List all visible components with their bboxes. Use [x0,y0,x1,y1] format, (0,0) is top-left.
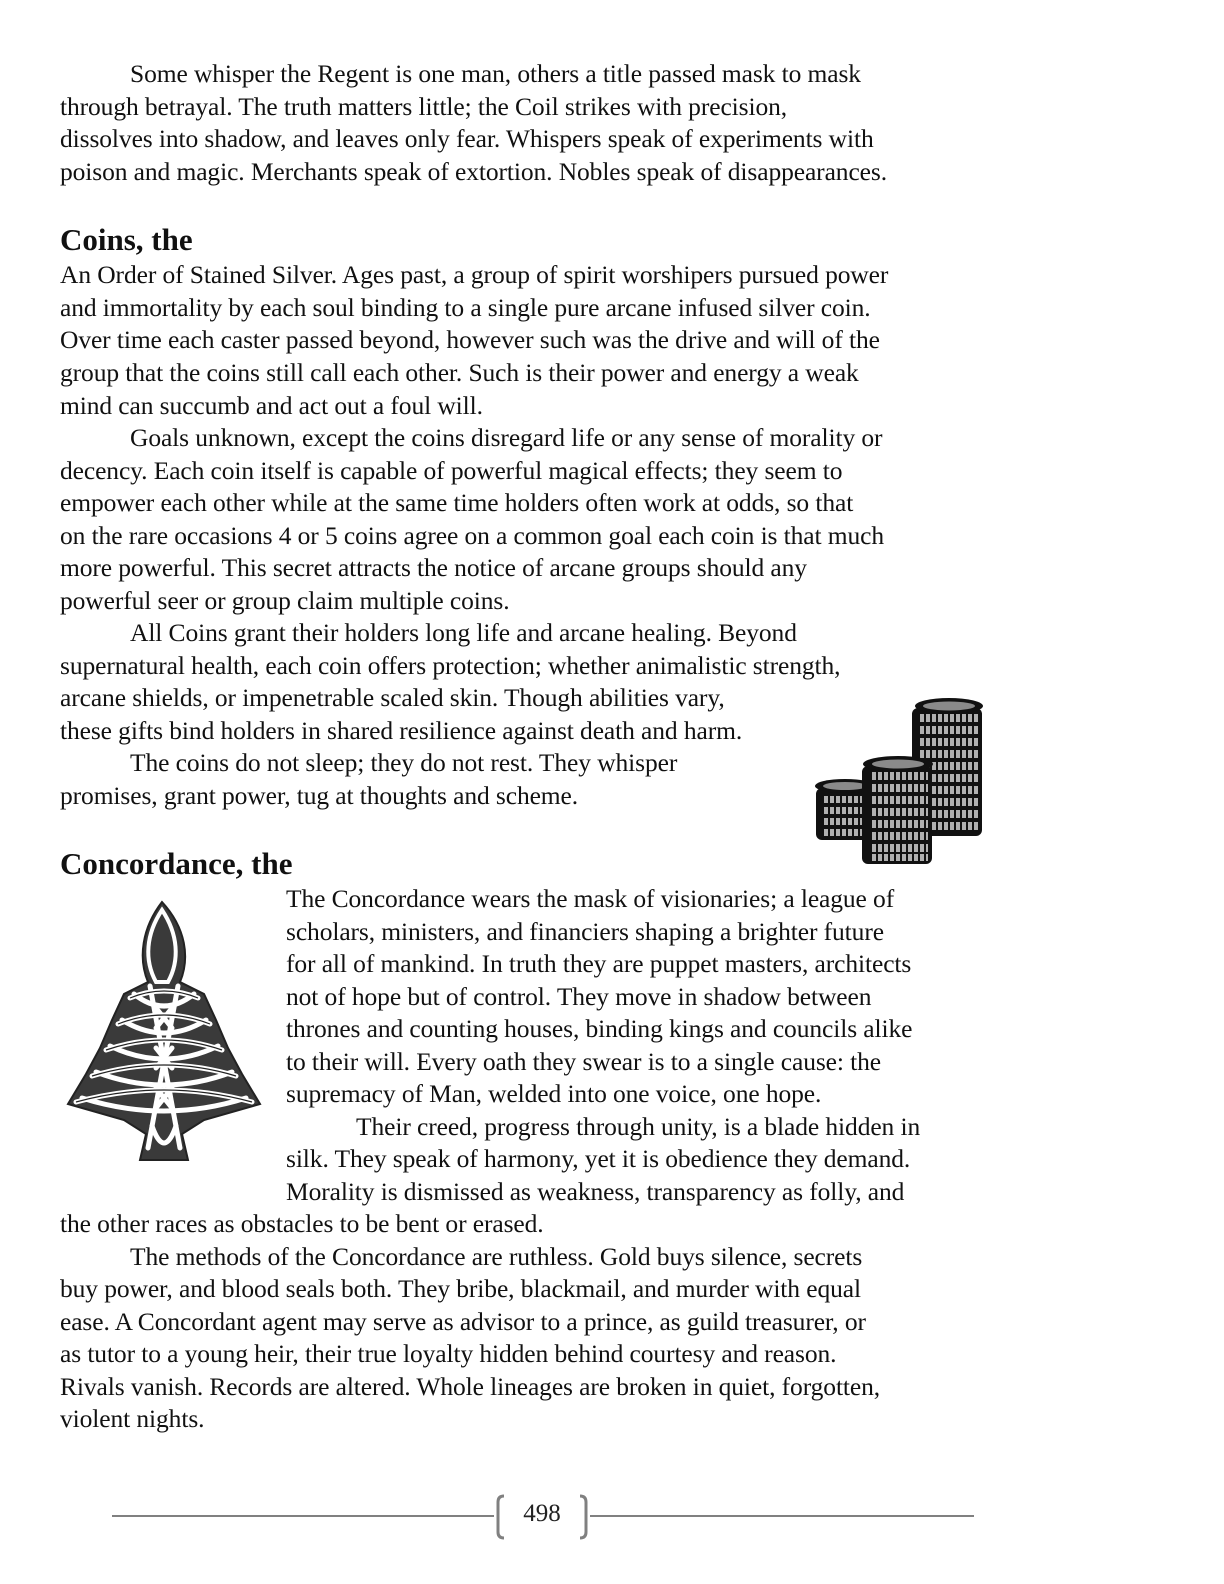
text-line: mind can succumb and act out a foul will. [60,391,483,420]
text-line: Goals unknown, except the coins disregard life or any sense of morality or [130,423,883,452]
text-line: the other races as obstacles to be bent or erased. [60,1209,544,1238]
text-line: to their will. Every oath they swear is to a single cause: the [286,1047,882,1076]
text-line: supremacy of Man, welded into one voice, one hope. [286,1079,822,1108]
section-heading-coins: Coins, the [60,222,193,257]
text-line: buy power, and blood seals both. They bribe, blackmail, and murder with equal [60,1274,861,1303]
footer-rule-left [112,1515,494,1517]
text-line: Some whisper the Regent is one man, others a title passed mask to mask [130,59,861,88]
text-line: dissolves into shadow, and leaves only fear. Whispers speak of experiments with [60,124,874,153]
text-line: scholars, ministers, and financiers shaping a brighter future [286,917,884,946]
text-line: thrones and counting houses, binding kings and councils alike [286,1014,913,1043]
section-heading-concordance: Concordance, the [60,846,293,881]
text-line: The methods of the Concordance are ruthless. Gold buys silence, secrets [130,1242,863,1271]
coin-stacks-icon [812,696,987,866]
text-line: violent nights. [60,1404,205,1433]
text-line: An Order of Stained Silver. Ages past, a group of spirit worshipers pursued power [60,260,889,289]
text-line: silk. They speak of harmony, yet it is obedience they demand. [286,1144,911,1173]
text-line: not of hope but of control. They move in shadow between [286,982,872,1011]
celtic-knot-tree-icon [64,898,264,1166]
text-line: ease. A Concordant agent may serve as advisor to a prince, as guild treasurer, or [60,1307,866,1336]
text-line: as tutor to a young heir, their true loyalty hidden behind courtesy and reason. [60,1339,837,1368]
text-line: and immortality by each soul binding to a single pure arcane infused silver coin. [60,293,871,322]
text-line: on the rare occasions 4 or 5 coins agree on a common goal each coin is that much [60,521,885,550]
text-line: decency. Each coin itself is capable of powerful magical effects; they seem to [60,456,843,485]
text-line: All Coins grant their holders long life and arcane healing. Beyond [130,618,797,647]
text-line: poison and magic. Merchants speak of extortion. Nobles speak of disappearances. [60,157,887,186]
text-line: empower each other while at the same time holders often work at odds, so that [60,488,854,517]
text-line: through betrayal. The truth matters little; the Coil strikes with precision, [60,92,788,121]
page-number-badge [494,1494,590,1540]
text-line: Rivals vanish. Records are altered. Whole lineages are broken in quiet, forgotten, [60,1372,881,1401]
text-line: more powerful. This secret attracts the notice of arcane groups should any [60,553,807,582]
text-line: The coins do not sleep; they do not rest. They whisper [130,748,678,777]
text-line: Their creed, progress through unity, is a blade hidden in [356,1112,921,1141]
text-line: powerful seer or group claim multiple coins. [60,586,510,615]
text-line: The Concordance wears the mask of visionaries; a league of [286,884,895,913]
text-line: Morality is dismissed as weakness, transparency as folly, and [286,1177,905,1206]
footer-rule-right [590,1515,974,1517]
text-line: these gifts bind holders in shared resilience against death and harm. [60,716,743,745]
right-bracket-icon [578,1494,590,1540]
text-line: arcane shields, or impenetrable scaled skin. Though abilities vary, [60,683,725,712]
text-line: promises, grant power, tug at thoughts and scheme. [60,781,579,810]
text-line: Over time each caster passed beyond, however such was the drive and will of the [60,325,880,354]
page-number: 498 [523,1500,561,1527]
text-line: supernatural health, each coin offers protection; whether animalistic strength, [60,651,841,680]
text-line: group that the coins still call each other. Such is their power and energy a weak [60,358,859,387]
text-line: for all of mankind. In truth they are puppet masters, architects [286,949,912,978]
